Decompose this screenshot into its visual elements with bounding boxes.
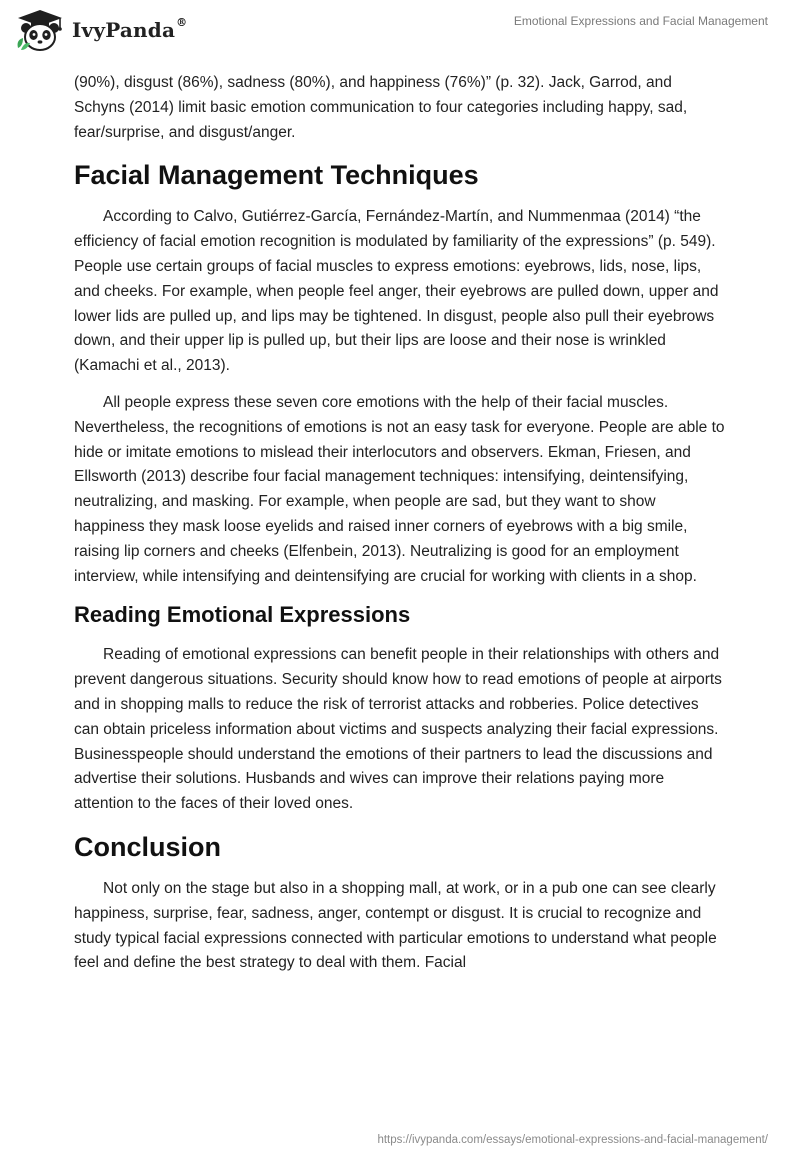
paragraph: Not only on the stage but also in a shopping mall, at work, or in a pub one can see clearly happiness, surprise, fear, sadness, anger, contempt or disgust. It is crucial to recognize and study typical facial expressions connected with particular emotions to understand what people feel and define the best strategy to deal with them. Facial [74, 879, 717, 972]
paragraph: According to Calvo, Gutiérrez-García, Fernández-Martín, and Nummenmaa (2014) “the efficiency of facial emotion recognition is modulated by familiarity of the expressions” (p. 549). People use certain groups of facial muscles to express emotions: eyebrows, lids, nose, lips, and cheeks. For example, when people feel anger, their eyebrows are pulled down, upper and lower lids are pulled up, and lips may be tightened. In disgust, people also pull their eyebrows down, and their upper lip is pulled up, but their lips are loose and their nose is wrinkled (Kamachi et al., 2013). [74, 208, 719, 375]
brand-name: IvyPanda® [72, 16, 188, 42]
section-heading-facial-management: Facial Management Techniques [74, 160, 479, 191]
panda-graduate-icon [14, 8, 66, 52]
document-body [74, 71, 726, 988]
header-document-title: Emotional Expressions and Facial Management [513, 14, 768, 28]
paragraph: Reading of emotional expressions can benefit people in their relationships with others and prevent dangerous situations. Security should know how to read emotions of people at airports and in shopping malls to reduce the risk of terrorist attacks and robberies. Police detectives can obtain priceless information about victims and suspects analyzing their facial expressions. Businesspeople should understand the emotions of their partners to lead the discussions and advertise their solutions. Husbands and wives can improve their relations paying more attention to the faces of their loved ones. [74, 646, 722, 813]
paragraph: All people express these seven core emotions with the help of their facial muscles. Nevertheless, the recognitions of emotions is not an easy task for everyone. People are able to hide or imitate emotions to mislead their interlocutors and observers. Ekman, Friesen, and Ellsworth (2013) describe four facial management techniques: intensifying, deintensifying, neutralizing, and masking. For example, when people are sad, but they want to show happiness they mask loose eyelids and raised inner corners of eyebrows with a big smile, raising lip corners and cheeks (Elfenbein, 2013). Neutralizing is good for an employment interview, while intensifying and deintensifying are crucial for working with clients in a shop. [74, 393, 725, 585]
section-heading-conclusion: Conclusion [74, 831, 221, 862]
brand-logo[interactable] [14, 8, 187, 52]
page-header [0, 0, 800, 60]
footer-source-url[interactable]: https://ivypanda.com/essays/emotional-expressions-and-facial-management/ [377, 1134, 768, 1146]
intro-paragraph: (90%), disgust (86%), sadness (80%), and happiness (76%)” (p. 32). Jack, Garrod, and Schyns (2014) limit basic emotion communication to four categories including happy, sad, fear/surprise, and disgust/anger. [74, 74, 688, 141]
registered-mark: ® [176, 16, 188, 29]
section-heading-reading-expressions: Reading Emotional Expressions [74, 602, 411, 628]
